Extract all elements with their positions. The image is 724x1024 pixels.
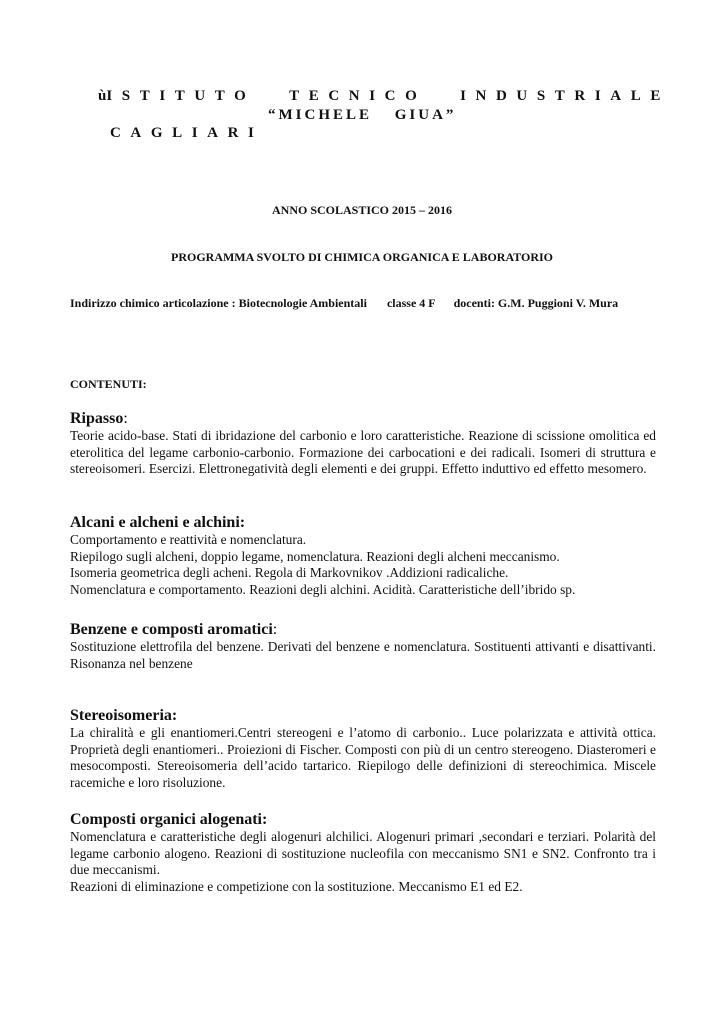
section-alcani [70, 514, 656, 599]
course-address: Indirizzo chimico articolazione : Biotecnologie Ambientali [70, 296, 367, 310]
program-title: PROGRAMMA SVOLTO DI CHIMICA ORGANICA E LABORATORIO [170, 250, 554, 264]
course-class: classe 4 F [386, 296, 436, 310]
section-title: Benzene e composti aromatici: [70, 621, 278, 638]
section-title: Composti organici alogenati: [70, 811, 268, 828]
section-title: Stereoisomeria: [70, 707, 178, 724]
course-teachers: docenti: G.M. Puggioni V. Mura [453, 296, 619, 310]
section-paragraph: Reazioni di eliminazione e competizione con la sostituzione. Meccanismo E1 ed E2. [70, 879, 523, 895]
institute-name-line [98, 88, 670, 105]
course-info [70, 296, 670, 311]
section-paragraph: Sostituzione elettrofila del benzene. Derivati del benzene e nomenclatura. Sostituenti attivanti e disattivanti. Risonanza nel benzene [70, 639, 656, 671]
institute-city-line: CAGLIARI [110, 125, 264, 141]
section-paragraph: Nomenclatura e caratteristiche degli alogenuri alchilici. Alogenuri primari ,secondari e terziari. Polarità del legame carbonio alogeno. Reazioni di sostituzione nucleofila con meccanismo SN1 e SN2. Confronto tra i due meccanismi. [70, 829, 656, 878]
section-paragraph: Teorie acido-base. Stati di ibridazione del carbonio e loro caratteristiche. Reazione di scissione omolitica ed eterolitica del legame carbonio-carbonio. Formazione dei carbocationi e dei radicali. Isomeri di struttura e stereoisomeri. Esercizi. Elettronegatività degli elementi e dei gruppi. Effetto induttivo ed effetto mesomero. [70, 428, 656, 477]
section-paragraph: Riepilogo sugli alcheni, doppio legame, nomenclatura. Reazioni degli alcheni meccanismo. [70, 548, 560, 564]
section-paragraph: Nomenclatura e comportamento. Reazioni degli alchini. Acidità. Caratteristiche dell’ibrido sp. [70, 582, 576, 598]
section-paragraph: Comportamento e reattività e nomenclatura. [70, 532, 307, 547]
section-ripasso [70, 410, 656, 478]
contents-label: CONTENUTI: [70, 377, 147, 391]
section-benzene [70, 621, 656, 672]
section-paragraph: La chiralità e gli enantiomeri.Centri stereogeni e l’atomo di carbonio.. Luce polarizzata e attività ottica. Proprietà degli enantiomeri.. Proiezioni di Fischer. Composti con più di un centro stereogeno. Diasteromeri e mesocomposti. Stereoisomeria dell’acido tartarico. Riepilogo delle definizioni di stereochimica. Miscele racemiche e loro risoluzione. [70, 725, 656, 791]
header-word-industriale: INDUSTRIALE [460, 88, 670, 104]
section-title: Alcani e alcheni e alchini: [70, 514, 246, 531]
header-word-tecnico: TECNICO [289, 88, 427, 104]
header-prefix: ù [98, 88, 107, 104]
section-alogenati [70, 811, 656, 896]
section-title: Ripasso: [70, 410, 128, 427]
section-stereoisomeria [70, 707, 656, 792]
school-year: ANNO SCOLASTICO 2015 – 2016 [271, 203, 453, 217]
header-word-istituto: ISTITUTO [106, 88, 256, 104]
section-paragraph: Isomeria geometrica degli acheni. Regola di Markovnikov .Addizioni radicaliche. [70, 565, 509, 581]
institute-dedication-line: “MICHELE GIUA” [268, 107, 457, 123]
